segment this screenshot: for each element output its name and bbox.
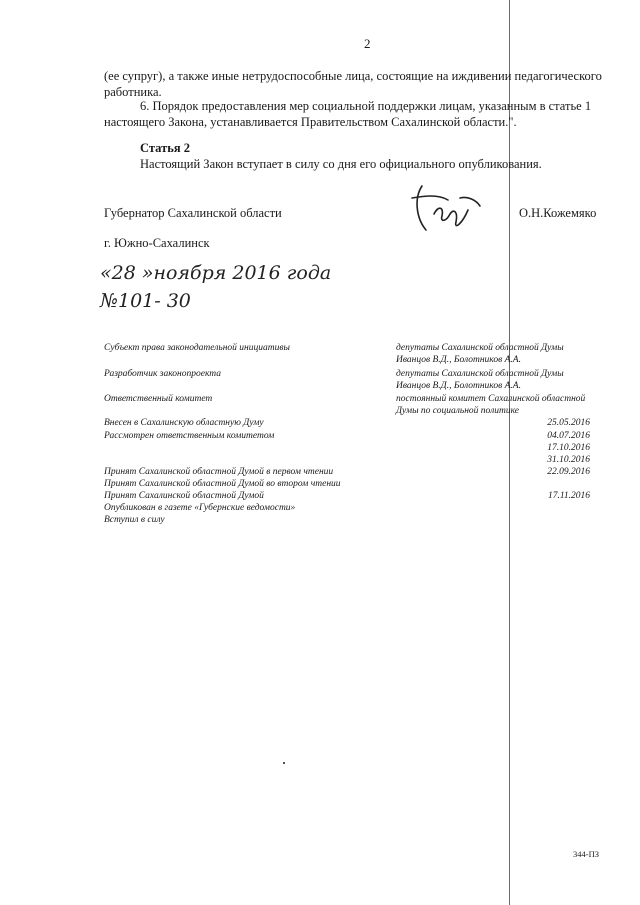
paragraph-6: 6. Порядок предоставления мер социальной поддержки лицам, указанным в статье 1 настоящего Закона, устанавливается Правительством Сахалинской области.". [104,99,592,129]
meta-label-adopted: Принят Сахалинской областной Думой [104,491,264,501]
footer-code: 344-ПЗ [573,849,599,859]
meta-date-considered-3: 31.10.2016 [547,455,590,465]
meta-label-committee: Ответственный комитет [104,394,213,404]
meta-label-considered: Рассмотрен ответственным комитетом [104,431,275,441]
scan-dot [283,762,285,764]
paragraph-continuation: (ее супруг), а также иные нетрудоспособные лица, состоящие на иждивении педагогического работника. [104,69,602,99]
meta-date-first-reading: 22.09.2016 [547,467,590,477]
meta-label-first-reading: Принят Сахалинской областной Думой в первом чтении [104,467,334,477]
scan-artifact-line [509,0,510,905]
article-text: Настоящий Закон вступает в силу со дня его официального опубликования. [140,157,542,171]
article-heading: Статья 2 [140,141,190,155]
meta-date-considered-2: 17.10.2016 [547,443,590,453]
meta-date-considered-1: 04.07.2016 [547,431,590,441]
handwritten-number: №101- 30 [100,290,191,312]
signature-image [404,178,484,236]
page-number: 2 [364,36,371,51]
governor-title: Губернатор Сахалинской области [104,206,282,220]
meta-label-developer: Разработчик законопроекта [104,369,222,379]
meta-label-initiative: Субъект права законодательной инициативы [104,343,290,353]
meta-label-second-reading: Принят Сахалинской областной Думой во втором чтении [104,479,341,489]
handwritten-date: «28 »ноября 2016 года [100,262,332,284]
meta-value-developer: депутаты Сахалинской областной Думы Иванцов В.Д., Болотников А.А. [396,369,564,391]
meta-label-published: Опубликован в газете «Губернские ведомости» [104,503,296,513]
meta-value-initiative: депутаты Сахалинской областной Думы Иванцов В.Д., Болотников А.А. [396,343,564,365]
city: г. Южно-Сахалинск [104,236,210,250]
meta-value-committee: постоянный комитет Сахалинской областной Думы по социальной политике [396,394,586,416]
governor-name: О.Н.Кожемяко [519,206,597,220]
meta-label-effective: Вступил в силу [104,515,165,525]
meta-label-submitted: Внесен в Сахалинскую областную Думу [104,418,264,428]
meta-date-submitted: 25.05.2016 [547,418,590,428]
meta-date-adopted: 17.11.2016 [547,491,590,501]
